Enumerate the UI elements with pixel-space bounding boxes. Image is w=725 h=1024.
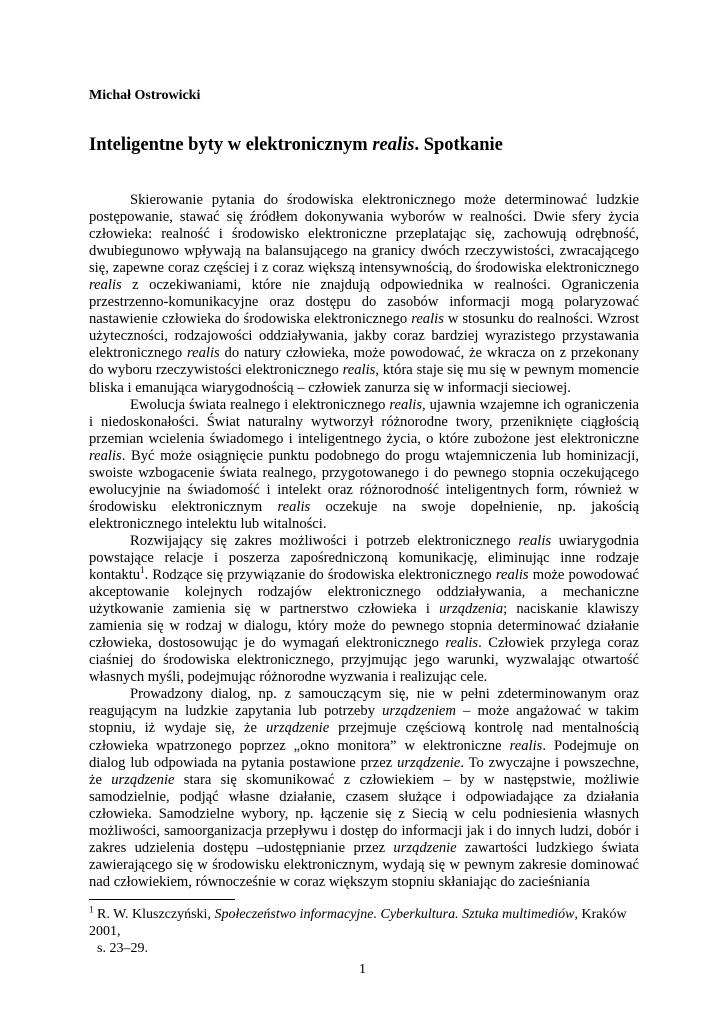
paragraph-4: Prowadzony dialog, np. z samouczącym się, nie w pełni zdeterminowanym oraz reagującym na ludzkie zapytania lub potrzeby urządzeniem – może angażować w takim stopniu, iż wydaje się, że urządzenie przejmuje częściową kontrolę nad mentalnością człowieka wpatrzonego poprzez „okno monitora” w elektroniczne realis. Podejmuje on dialog lub odpowiada na pytania postawione przez urządzenie. To zwyczajne i powszechne, że urządzenie stara się skomunikować z człowiekiem – by w następstwie, możliwie samodzielnie, podjąć własne działanie, czasem służące i odpowiadające za działania człowieka. Samodzielne wybory, np. łączenie się z Siecią w celu podniesienia własnych możliwości, samoorganizacja przepływu i dostęp do informacji jak i do innych ludzi, dobór i zakres udzielenia dostępu –udostępnianie przez urządzenie zawartości ludzkiego świata zawierającego się w środowisku elektronicznym, wydają się w pewnym zakresie dominować nad człowiekiem, równocześnie w coraz większym stopniu skłaniając do zacieśniania <box>89 686 640 890</box>
page-number: 1 <box>359 962 366 977</box>
paper-title <box>89 135 503 156</box>
paragraph-3: Rozwijający się zakres możliwości i potrzeb elektronicznego realis uwiarygodnia powstające relacje i poszerza zapośredniczoną komunikację, eliminując inne rodzaje kontaktu$^1$. Rodzące się przywiązanie do środowiska elektronicznego realis może powodować akceptowanie kolejnych rodzajów elektronicznego oddziaływania, a mechaniczne użytkowanie zamienia się w partnerstwo człowieka i urządzenia; naciskanie klawiszy zamienia się w rodzaj w dialogu, który może do pewnego stopnia determinować działanie człowieka, dostosowując je do wymagań elektronicznego realis. Człowiek przylega coraz ciaśniej do środowiska elektronicznego, przyjmując jego warunki, wyzwalając otwartość własnych myśli, podejmując różnorodne wyzwania i realizując cele. <box>89 532 640 686</box>
title-part1: Inteligentne byty w elektronicznym <box>89 135 373 155</box>
footnote-book-title: Społeczeństwo informacyjne. Cyberkultura. Sztuka multimediów <box>214 907 575 922</box>
title-part2: . Spotkanie <box>414 135 503 155</box>
footnote-publication: , Kraków 2001, <box>89 907 627 939</box>
footnote-pages: s. 23–29. <box>97 941 148 956</box>
footnote-separator <box>89 899 235 900</box>
author-name: Michał Ostrowicki <box>89 88 201 103</box>
footnote <box>89 906 644 957</box>
body-text <box>89 192 639 891</box>
paragraph-2: Ewolucja świata realnego i elektronicznego realis, ujawnia wzajemne ich ograniczenia i niedoskonałości. Świat naturalny wytworzył różnorodne twory, przeniknięte ciągłością przemian wcielenia świadomego i inteligentnego życia, o które zubożone jest elektroniczne realis. Być może osiągnięcie punktu podobnego do progu wtajemniczenia lub hominizacji, swoiste wzbogacenie świata realnego, przygotowanego i do pewnego stopnia oczekującego ewolucyjnie na świadomość i intelekt oraz różnorodność inteligentnych form, również w środowisku elektronicznym realis oczekuje na swoje dopełnienie, np. jakością elektronicznego intelektu lub witalności. <box>89 396 639 532</box>
paragraph-1: Skierowanie pytania do środowiska elektronicznego może determinować ludzkie postępowanie, stawać się źródłem dokonywania wyborów w realności. Dwie sfery życia człowieka: realność i środowisko elektroniczne przeplatając się, zachowują odrębność, dwubiegunowo wpływają na balansującego na granicy dwóch rzeczywistości, zwracającego się, zapewne coraz częściej i z coraz większą intensywnością, do środowiska elektronicznego realis z oczekiwaniami, które nie znajdują odpowiednika w realności. Ograniczenia przestrzenno-komunikacyjne oraz dostępu do zasobów informacji mogą polaryzować nastawienie człowieka do środowiska elektronicznego realis w stosunku do realności. Wzrost użyteczności, rodzajowości oddziaływania, jakby coraz bardziej wyrazistego przystawania elektronicznego realis do natury człowieka, może powodować, że wkracza on z przekonany do wyboru rzeczywistości elektronicznego realis, która staje się mu się w pewnym momencie bliska i emanująca wiarygodnością – człowiek zanurza się w informacji sieciowej. <box>89 192 640 396</box>
footnote-number: 1 <box>89 904 94 915</box>
title-italic: realis <box>372 135 415 155</box>
footnote-authors: R. W. Kluszczyński, <box>93 907 215 922</box>
